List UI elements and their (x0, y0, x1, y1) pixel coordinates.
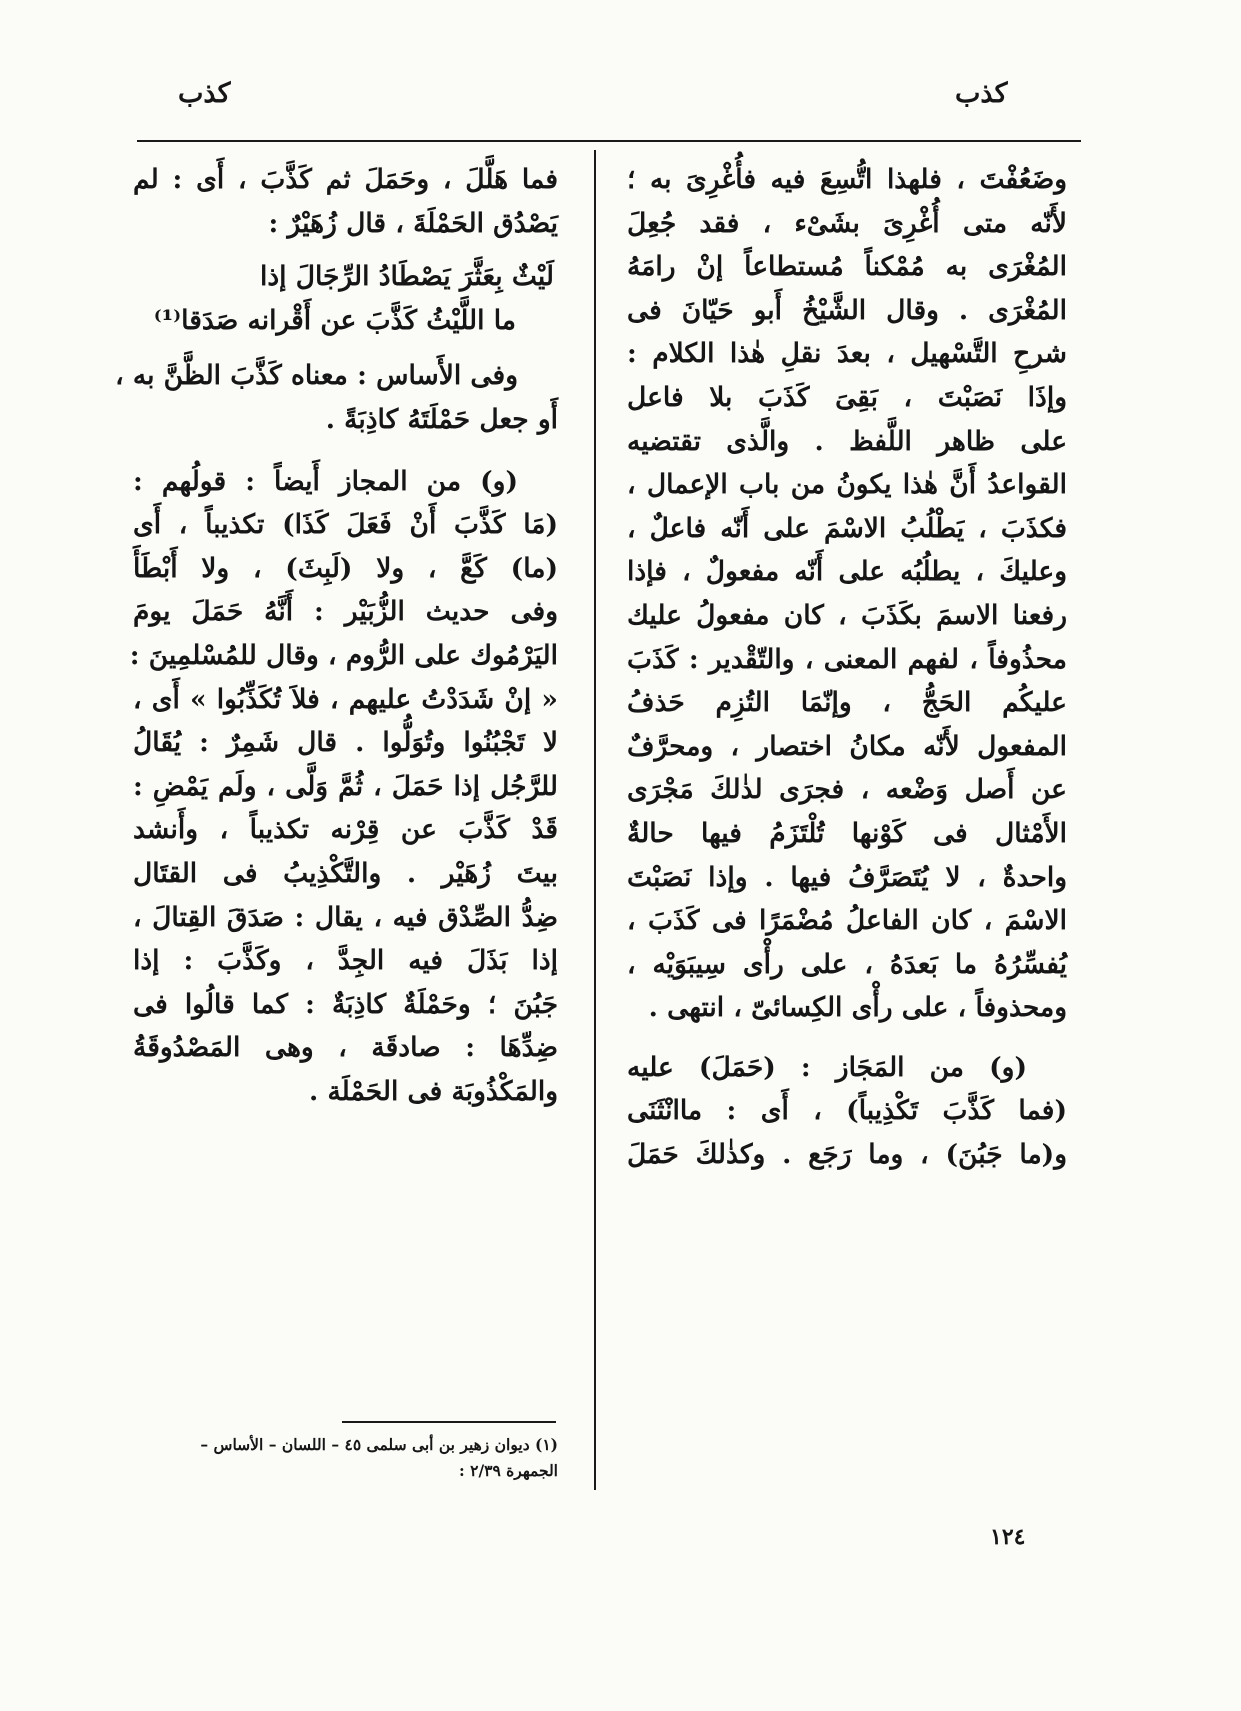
text-line: ومحذوفاً ، على رأْى الكِسائىّ ، انتهى . (648, 992, 1067, 1024)
text-line: للرَّجُل إذا حَمَلَ ، ثُمَّ وَلَّى ، ولَم يَمْضِ : (133, 770, 558, 802)
text-line: وعليكَ ، يطلُبُه على أَنّه مفعولٌ ، فإذا (627, 556, 1067, 588)
text-line: المُغْرَى به مُمْكناً مُستطاعاً إنْ رامَهُ (627, 251, 1067, 283)
text-line: لأَنّه متى أُغْرِىَ بشَىْء ، فقد جُعِلَ (627, 207, 1067, 239)
page-number: ١٢٤ (990, 1524, 1026, 1550)
text-line: القواعدُ أَنَّ هٰذا يكونُ من باب الإعمال ، (627, 469, 1067, 501)
running-header-left: كذب (178, 78, 231, 109)
text-line: عليكُم الحَجُّ ، وإنّمَا التُزِم حَذفُ (627, 687, 1067, 719)
text-line: وفى حديث الزُّبَيْر : أَنَّهُ حَمَلَ يومَ (133, 596, 558, 628)
left-column (115, 158, 558, 1113)
text-line: وإذَا نَصَبْتَ ، بَقِىَ كَذَبَ بلا فاعل (627, 381, 1067, 413)
footnote-line: (١) ديوان زهير بن أبى سلمى ٤٥ – اللسان – الأساس – (200, 1435, 558, 1454)
text-line: (و) من المَجَاز : (حَمَلَ) عليه (627, 1051, 1027, 1083)
header-rule (137, 140, 1081, 142)
text-line: وضَعُفْتَ ، فلهذا اتُّسِعَ فيه فأُغْرِىَ به ؛ (627, 164, 1067, 195)
footnote-rule (342, 1421, 556, 1423)
column-divider (594, 150, 596, 1490)
text-line: الأَمْثال فى كَوْنها تُلْتَزَمُ فيها حالةٌ (627, 817, 1067, 849)
text-line: المُغْرَى . وقال الشَّيْخُ أَبو حَيّانَ فى (627, 294, 1067, 326)
text-line: رفعنا الاسمَ بكَذَبَ ، كان مفعولُ عليك (627, 599, 1067, 631)
text-line: (فما كَذَّبَ تَكْذِيباً) ، أَى : ماانْثَنَى (627, 1095, 1067, 1127)
text-line: جَبُنَ ؛ وحَمْلَةٌ كاذِبَةٌ : كما قالُوا فى (133, 988, 558, 1020)
text-line: « إنْ شَدَدْتُ عليهم ، فلاَ تُكَذِّبُوا » أَى ، (133, 683, 558, 715)
text-line: إذا بَذَلَ فيه الجِدَّ ، وكَذَّبَ : إذا (133, 945, 558, 977)
text-line: ضِدُّ الصِّدْق فيه ، يقال : صَدَقَ القِتالَ ، (133, 901, 558, 933)
text-line: واحدةٌ ، لا يُتَصَرَّفُ فيها . وإذا نَصَبْتَ (627, 861, 1067, 893)
text-line: (مَا كَذَّبَ أَنْ فَعَلَ كَذَا) تكذيباً ، أَى (133, 509, 558, 541)
text-line: والمَكْذُوبَة فى الحَمْلَة . (309, 1075, 558, 1107)
paragraph-gap (133, 342, 558, 354)
text-line: وفى الأَساس : معناه كَذَّبَ الظَّنَّ به ، (115, 360, 518, 392)
text-line: الاسْمَ ، كان الفاعلُ مُضْمَرًا فى كَذَبَ ، (627, 905, 1067, 937)
right-column (627, 158, 1067, 1177)
text-line: (و) من المجاز أَيضاً : قولُهم : (133, 465, 518, 497)
text-line: شرحِ التَّسْهيل ، بعدَ نقلِ هٰذا الكلام : (627, 338, 1067, 370)
paragraph-gap (133, 442, 558, 460)
text-line: فكذَبَ ، يَطْلُبُ الاسْمَ على أَنّه فاعلٌ ، (627, 512, 1067, 544)
footnote (133, 1432, 558, 1484)
text-line: على ظاهر اللَّفظ . والَّذى تقتضيه (627, 425, 1067, 457)
verse-gap (133, 245, 558, 255)
text-line: (ما) كَعَّ ، ولا (لَبِثَ) ، ولا أَبْطَأَ (133, 552, 558, 584)
text-line: محذُوفاً ، لفهم المعنى ، والتّقْدير : كَذَبَ (627, 643, 1067, 675)
text-line: المفعول لأَنّه مكانُ اختصار ، ومحرَّفٌ (627, 730, 1067, 762)
verse-line: لَيْثٌ بِعَثَّرَ يَصْطَادُ الرِّجَالَ إذا (259, 261, 554, 293)
text-line: يَصْدُق الحَمْلَةَ ، قال زُهَيْرٌ : (268, 207, 558, 239)
text-line: قَدْ كَذَّبَ عن قِرْنه تكذيباً ، وأَنشد (133, 814, 558, 846)
text-line: و(ما جَبُنَ) ، وما رَجَع . وكذٰلكَ حَمَلَ (627, 1139, 1067, 1171)
text-line: لا تَجْبُنُوا وتُوَلُّوا . قال شَمِرٌ : يُقَالُ (133, 727, 558, 759)
paragraph-gap (627, 1030, 1067, 1046)
running-header-right: كذب (955, 78, 1008, 109)
text-line: يُفسِّرُهُ ما بَعدَهُ ، على رأْى سِيبَوَيْه ، (627, 948, 1067, 980)
text-line: أَو جعل حَمْلَتَهُ كاذِبَةً . (325, 403, 558, 435)
text-line: اليَرْمُوك على الرُّوم ، وقال للمُسْلمِينَ : (129, 639, 558, 671)
footnote-line: الجمهرة ٢/٣٩ : (459, 1461, 558, 1480)
text-line: بيتَ زُهَيْر . والتَّكْذِيبُ فى القتَال (133, 857, 558, 889)
verse-line: ما اللَّيْثُ كَذَّبَ عن أَقْرانه صَدَقا⁽¹⁾ (153, 304, 516, 336)
text-line: فما هَلَّلَ ، وحَمَلَ ثم كَذَّبَ ، أَى : لم (133, 164, 558, 195)
text-line: ضِدِّهَا : صادقَة ، وهى المَصْدُوقَةُ (133, 1032, 558, 1064)
text-line: عن أَصل وَضْعه ، فجرَى لذٰلكَ مَجْرَى (627, 774, 1067, 806)
